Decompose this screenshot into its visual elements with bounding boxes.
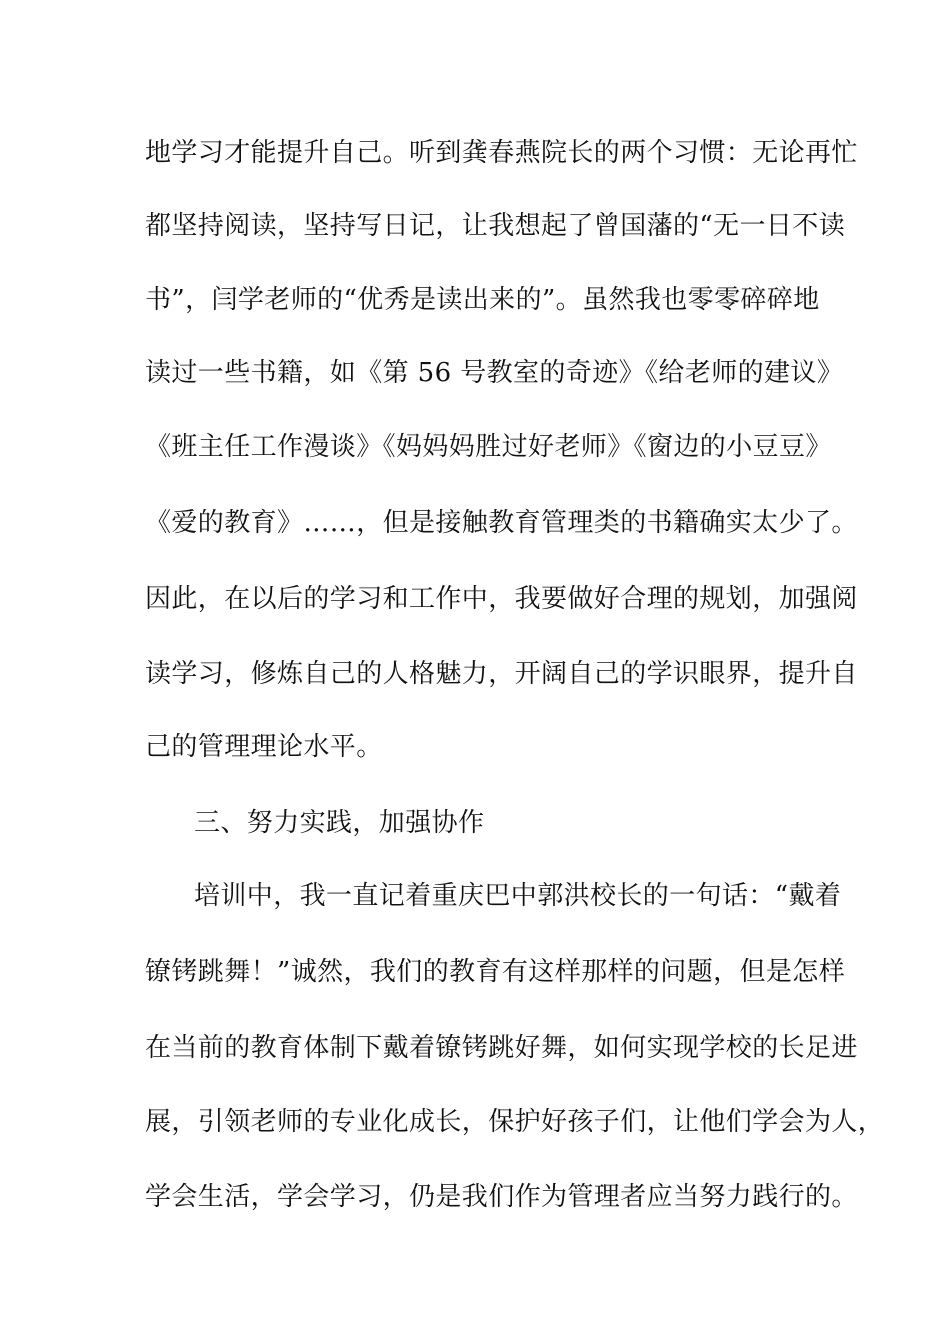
paragraph-line: 己的管理理论水平。 (145, 732, 383, 762)
paragraph-line: 因此，在以后的学习和工作中，我要做好合理的规划，加强阅 (145, 584, 858, 614)
paragraph-line: 培训中，我一直记着重庆巴中郭洪校长的一句话：“戴着 (194, 881, 842, 911)
paragraph-line: 都坚持阅读，坚持写日记，让我想起了曾国藩的“无一日不读 (145, 211, 846, 241)
paragraph-line: 读学习，修炼自己的人格魅力，开阔自己的学识眼界，提升自 (145, 659, 858, 689)
section-heading: 三、努力实践，加强协作 (194, 808, 485, 838)
paragraph-line: 展，引领老师的专业化成长，保护好孩子们，让他们学会为人， (145, 1107, 885, 1137)
paragraph-line: 《班主任工作漫谈》《妈妈妈胜过好老师》《窗边的小豆豆》 (145, 432, 832, 462)
paragraph-line: 读过一些书籍，如《第 56 号教室的奇迹》《给老师的建议》 (145, 358, 844, 388)
paragraph-line: 地学习才能提升自己。听到龚春燕院长的两个习惯：无论再忙 (145, 138, 858, 168)
paragraph-line: 在当前的教育体制下戴着镣铐跳好舞，如何实现学校的长足进 (145, 1033, 858, 1063)
paragraph-line: 书”，闫学老师的“优秀是读出来的”。虽然我也零零碎碎地 (145, 285, 820, 315)
paragraph-line: 学会生活，学会学习，仍是我们作为管理者应当努力践行的。 (145, 1182, 858, 1212)
paragraph-line: 《爱的教育》……，但是接触教育管理类的书籍确实太少了。 (145, 508, 858, 538)
paragraph-line: 镣铐跳舞！”诚然，我们的教育有这样那样的问题，但是怎样 (145, 957, 846, 987)
